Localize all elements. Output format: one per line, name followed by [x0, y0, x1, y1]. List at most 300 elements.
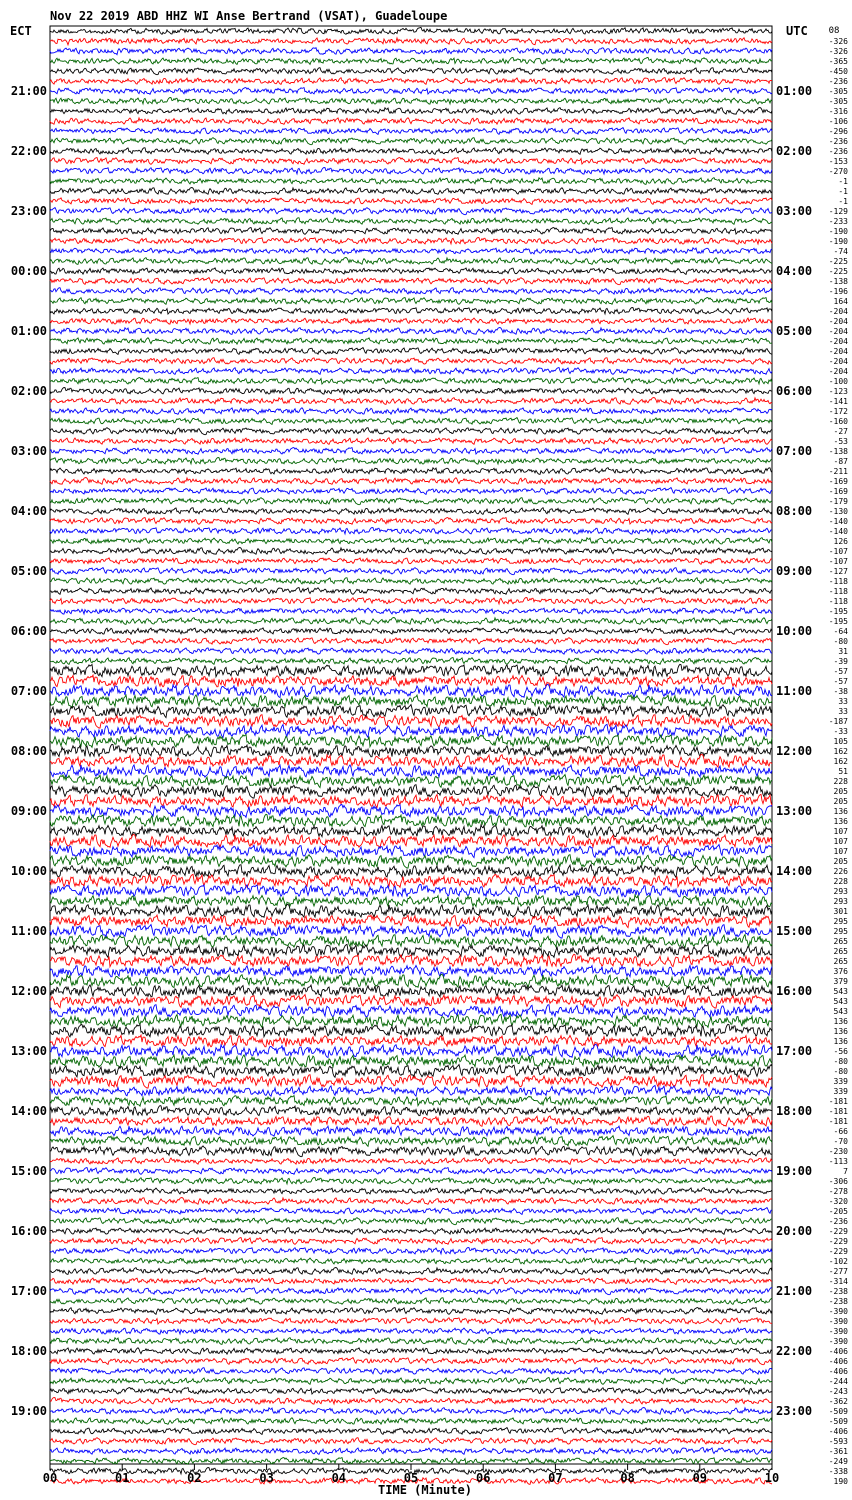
seismic-trace-129	[50, 1318, 772, 1325]
seismic-trace-21	[50, 238, 772, 245]
seismic-trace-123	[50, 1258, 772, 1264]
left-hour-label: 13:00	[10, 1044, 47, 1058]
trace-offset-label: 265	[833, 957, 848, 966]
trace-offset-label: -129	[828, 207, 848, 216]
seismic-trace-117	[50, 1198, 772, 1205]
seismic-trace-24	[50, 268, 772, 275]
trace-offset-label: -390	[828, 1337, 848, 1346]
left-hour-label: 05:00	[10, 564, 47, 578]
seismic-trace-43	[50, 458, 772, 465]
trace-offset-label: -187	[828, 717, 848, 726]
seismic-trace-94	[50, 966, 772, 977]
trace-offset-label: -141	[828, 397, 848, 406]
left-hour-label: 23:00	[10, 204, 47, 218]
seismic-trace-132	[50, 1348, 772, 1354]
seismic-trace-115	[50, 1178, 772, 1185]
trace-offset-label: -238	[828, 1297, 848, 1306]
seismic-trace-27	[50, 298, 772, 305]
seismic-trace-22	[50, 248, 772, 254]
seismic-trace-102	[50, 1044, 772, 1057]
seismic-trace-96	[50, 985, 772, 997]
trace-offset-label: -204	[828, 347, 848, 356]
left-timezone-label: ECT	[10, 24, 32, 38]
trace-offset-label: -123	[828, 387, 848, 396]
seismic-trace-79	[50, 814, 772, 827]
seismic-trace-91	[50, 935, 772, 948]
left-hour-label: 14:00	[10, 1104, 47, 1118]
trace-offset-label: -365	[828, 57, 848, 66]
left-hour-label: 01:00	[10, 324, 47, 338]
seismic-trace-82	[50, 845, 772, 858]
seismic-trace-40	[50, 428, 772, 435]
trace-offset-label: -100	[828, 377, 848, 386]
trace-offset-label: -238	[828, 1287, 848, 1296]
seismic-trace-47	[50, 498, 772, 505]
seismic-trace-121	[50, 1238, 772, 1245]
seismic-trace-41	[50, 438, 772, 445]
seismic-trace-17	[50, 198, 772, 205]
left-hour-label: 12:00	[10, 984, 47, 998]
seismic-trace-68	[50, 705, 772, 718]
trace-offset-label: -38	[833, 687, 848, 696]
seismic-trace-103	[50, 1055, 772, 1067]
trace-offset-label: 162	[833, 757, 848, 766]
trace-offset-label: -74	[833, 247, 848, 256]
trace-offset-label: -87	[833, 457, 848, 466]
trace-offset-label: -102	[828, 1257, 848, 1266]
left-hour-label: 11:00	[10, 924, 47, 938]
trace-offset-label: 265	[833, 947, 848, 956]
seismic-trace-50	[50, 528, 772, 535]
seismic-trace-134	[50, 1368, 772, 1375]
right-hour-label: 11:00	[776, 684, 813, 698]
trace-offset-label: 543	[833, 987, 848, 996]
seismic-trace-128	[50, 1308, 772, 1315]
seismic-trace-69	[50, 715, 772, 728]
trace-offset-label: 379	[833, 977, 848, 986]
trace-offset-label: -406	[828, 1367, 848, 1376]
trace-offset-label: -140	[828, 517, 848, 526]
seismic-trace-55	[50, 578, 772, 585]
seismic-trace-37	[50, 398, 772, 405]
seismic-trace-125	[50, 1278, 772, 1285]
trace-offset-label: 107	[833, 847, 848, 856]
left-hour-label: 10:00	[10, 864, 47, 878]
x-tick-label: 03	[259, 1471, 274, 1485]
seismic-trace-73	[50, 754, 772, 767]
seismic-trace-13	[50, 158, 772, 165]
right-hour-label: 03:00	[776, 204, 813, 218]
trace-offset-label: -138	[828, 447, 848, 456]
seismic-trace-61	[50, 638, 772, 645]
seismic-trace-100	[50, 1024, 772, 1037]
seismic-trace-139	[50, 1418, 772, 1425]
trace-offset-label: -211	[828, 467, 848, 476]
trace-offset-label: -106	[828, 117, 848, 126]
seismic-trace-31	[50, 338, 772, 344]
left-hour-label: 18:00	[10, 1344, 47, 1358]
trace-offset-label: -450	[828, 67, 848, 76]
seismic-trace-80	[50, 825, 772, 838]
trace-offset-label: -361	[828, 1447, 848, 1456]
right-hour-label: 07:00	[776, 444, 813, 458]
seismic-trace-15	[50, 178, 772, 185]
trace-offset-label: -113	[828, 1157, 848, 1166]
seismic-trace-53	[50, 558, 772, 565]
seismic-trace-35	[50, 378, 772, 384]
seismic-trace-14	[50, 168, 772, 175]
seismic-trace-39	[50, 418, 772, 425]
trace-offset-label: -127	[828, 567, 848, 576]
trace-offset-label: -66	[833, 1127, 848, 1136]
x-tick-label: 09	[692, 1471, 708, 1485]
seismic-trace-36	[50, 388, 772, 395]
trace-offset-label: 205	[833, 857, 848, 866]
trace-offset-label: -593	[828, 1437, 848, 1446]
trace-offset-label: 301	[833, 907, 848, 916]
trace-offset-label: -390	[828, 1317, 848, 1326]
right-hour-label: 23:00	[776, 1404, 813, 1418]
trace-offset-label: 107	[833, 837, 848, 846]
trace-offset-label: -229	[828, 1227, 848, 1236]
trace-offset-label: -305	[828, 97, 848, 106]
chart-title: Nov 22 2019 ABD HHZ WI Anse Bertrand (VSAT), Guadeloupe	[50, 9, 448, 23]
seismic-trace-4	[50, 68, 772, 75]
trace-offset-label: 7	[843, 1167, 848, 1176]
trace-offset-label: -230	[828, 1147, 848, 1156]
trace-offset-label: -270	[828, 167, 848, 176]
right-hour-label: 17:00	[776, 1044, 813, 1058]
seismic-trace-74	[50, 765, 772, 777]
seismic-trace-66	[50, 684, 772, 697]
seismic-trace-77	[50, 794, 772, 807]
trace-offset-label: 126	[833, 537, 848, 546]
seismic-trace-109	[50, 1116, 772, 1127]
right-hour-label: 06:00	[776, 384, 813, 398]
seismic-trace-44	[50, 468, 772, 475]
seismic-trace-84	[50, 865, 772, 878]
seismic-trace-51	[50, 538, 772, 545]
right-hour-label: 19:00	[776, 1164, 813, 1178]
x-tick-label: 02	[187, 1471, 202, 1485]
trace-offset-label: -204	[828, 317, 848, 326]
left-hour-label: 19:00	[10, 1404, 47, 1418]
left-hour-label: 21:00	[10, 84, 47, 98]
x-tick-label: 06	[475, 1471, 491, 1485]
trace-offset-label: -169	[828, 477, 848, 486]
seismic-trace-25	[50, 278, 772, 285]
seismic-trace-10	[50, 128, 772, 135]
trace-offset-label: 543	[833, 997, 848, 1006]
right-hour-label: 20:00	[776, 1224, 813, 1238]
right-hour-labels	[776, 84, 812, 1418]
left-hour-label: 06:00	[10, 624, 47, 638]
trace-offset-label: -118	[828, 597, 848, 606]
trace-offset-label: -118	[828, 577, 848, 586]
seismic-trace-107	[50, 1096, 772, 1106]
trace-offset-label: -229	[828, 1237, 848, 1246]
trace-offset-label: 295	[833, 917, 848, 926]
left-hour-label: 09:00	[10, 804, 47, 818]
seismic-trace-122	[50, 1248, 772, 1255]
trace-offset-label: -1	[838, 187, 848, 196]
trace-offset-label: -236	[828, 77, 848, 86]
trace-offset-label: -181	[828, 1117, 848, 1126]
seismic-trace-19	[50, 218, 772, 225]
trace-offset-label: -204	[828, 327, 848, 336]
seismic-trace-33	[50, 358, 772, 365]
seismic-trace-30	[50, 328, 772, 335]
scale-top-label: 08	[828, 26, 840, 36]
seismic-trace-2	[50, 48, 772, 55]
seismic-trace-97	[50, 995, 772, 1009]
x-tick-label: 04	[331, 1471, 347, 1485]
right-hour-label: 10:00	[776, 624, 813, 638]
seismic-trace-45	[50, 478, 772, 485]
seismic-trace-118	[50, 1208, 772, 1215]
trace-offset-label: 205	[833, 787, 848, 796]
trace-offset-label: 226	[833, 867, 848, 876]
trace-offset-label: 376	[833, 967, 848, 976]
trace-offset-label: -195	[828, 617, 848, 626]
trace-offset-label: -278	[828, 1187, 848, 1196]
seismic-trace-59	[50, 618, 772, 625]
left-hour-label: 15:00	[10, 1164, 47, 1178]
seismic-trace-46	[50, 488, 772, 495]
seismic-trace-7	[50, 98, 772, 105]
trace-offset-label: -314	[828, 1277, 848, 1286]
trace-offset-label: -236	[828, 1217, 848, 1226]
seismic-trace-56	[50, 588, 772, 595]
trace-offset-label: -80	[833, 637, 848, 646]
x-tick-label: 07	[548, 1471, 563, 1485]
trace-offset-label: 162	[833, 747, 848, 756]
left-hour-label: 02:00	[10, 384, 47, 398]
seismic-trace-87	[50, 895, 772, 908]
trace-offset-label: -233	[828, 217, 848, 226]
trace-offset-label: -406	[828, 1357, 848, 1366]
trace-offset-label: -107	[828, 547, 848, 556]
seismic-trace-85	[50, 874, 772, 887]
seismic-trace-86	[50, 884, 772, 897]
trace-offset-label: -53	[833, 437, 848, 446]
trace-offset-label: -204	[828, 367, 848, 376]
trace-offset-label: -1	[838, 177, 848, 186]
seismic-trace-42	[50, 448, 772, 455]
trace-offset-label: -229	[828, 1247, 848, 1256]
seismic-trace-142	[50, 1448, 772, 1455]
seismic-trace-83	[50, 855, 772, 868]
trace-offset-label: -138	[828, 277, 848, 286]
trace-offset-label: -249	[828, 1457, 848, 1466]
left-hour-label: 16:00	[10, 1224, 47, 1238]
trace-offset-label: 190	[833, 1477, 848, 1486]
seismic-trace-138	[50, 1408, 772, 1415]
x-tick-label: 00	[42, 1471, 58, 1485]
seismic-trace-5	[50, 78, 772, 85]
trace-offset-label: 293	[833, 897, 848, 906]
trace-offset-label: -338	[828, 1467, 848, 1476]
trace-offset-label: -204	[828, 337, 848, 346]
seismic-trace-116	[50, 1188, 772, 1195]
trace-offset-label: -277	[828, 1267, 848, 1276]
right-hour-label: 04:00	[776, 264, 813, 278]
seismic-trace-126	[50, 1288, 772, 1295]
seismic-trace-54	[50, 568, 772, 575]
seismic-trace-130	[50, 1328, 772, 1334]
seismic-trace-62	[50, 648, 772, 655]
seismic-trace-101	[50, 1035, 772, 1047]
trace-offset-label: 33	[838, 707, 848, 716]
right-hour-label: 12:00	[776, 744, 813, 758]
trace-offset-label: -153	[828, 157, 848, 166]
trace-offset-label: -204	[828, 307, 848, 316]
trace-offset-label: 31	[838, 647, 848, 656]
right-hour-label: 01:00	[776, 84, 813, 98]
trace-offset-label: -390	[828, 1327, 848, 1336]
right-hour-label: 18:00	[776, 1104, 813, 1118]
seismic-trace-108	[50, 1106, 772, 1116]
trace-offset-label: 339	[833, 1077, 848, 1086]
seismic-trace-38	[50, 408, 772, 415]
trace-offset-label: -509	[828, 1417, 848, 1426]
seismic-trace-18	[50, 208, 772, 215]
trace-offset-label: 33	[838, 697, 848, 706]
trace-offset-label: 543	[833, 1007, 848, 1016]
seismic-trace-136	[50, 1388, 772, 1394]
seismic-trace-106	[50, 1086, 772, 1097]
trace-offset-label: -205	[828, 1207, 848, 1216]
seismic-trace-112	[50, 1146, 772, 1157]
seismic-trace-140	[50, 1428, 772, 1435]
trace-offset-label: -118	[828, 587, 848, 596]
seismic-trace-111	[50, 1136, 772, 1147]
trace-offset-label: -316	[828, 107, 848, 116]
seismic-trace-32	[50, 348, 772, 355]
trace-offset-label: -204	[828, 357, 848, 366]
seismic-trace-93	[50, 954, 772, 966]
trace-offset-label: -326	[828, 47, 848, 56]
x-tick-label: 08	[620, 1471, 635, 1485]
seismic-trace-89	[50, 915, 772, 928]
right-hour-label: 05:00	[776, 324, 813, 338]
seismic-trace-104	[50, 1065, 772, 1078]
trace-offset-label: -172	[828, 407, 848, 416]
seismic-trace-28	[50, 308, 772, 315]
right-timezone-label: UTC	[786, 24, 808, 38]
trace-offset-label: -296	[828, 127, 848, 136]
left-hour-label: 04:00	[10, 504, 47, 518]
right-hour-label: 13:00	[776, 804, 813, 818]
seismic-trace-90	[50, 925, 772, 939]
seismic-trace-133	[50, 1358, 772, 1365]
trace-offset-label: -181	[828, 1107, 848, 1116]
trace-offset-label: -39	[833, 657, 848, 666]
right-hour-label: 16:00	[776, 984, 813, 998]
seismic-trace-20	[50, 228, 772, 235]
trace-offset-label: -27	[833, 427, 848, 436]
seismic-trace-95	[50, 974, 772, 987]
trace-offset-label: -306	[828, 1177, 848, 1186]
seismic-trace-113	[50, 1158, 772, 1165]
seismic-trace-99	[50, 1014, 772, 1027]
trace-offset-label: 228	[833, 877, 848, 886]
seismic-trace-26	[50, 288, 772, 295]
seismic-trace-64	[50, 664, 772, 676]
trace-offset-label: -406	[828, 1347, 848, 1356]
trace-offset-label: -236	[828, 147, 848, 156]
seismic-trace-8	[50, 108, 772, 115]
trace-offset-label: -320	[828, 1197, 848, 1206]
trace-offset-label: -169	[828, 487, 848, 496]
trace-offset-label: -196	[828, 287, 848, 296]
right-hour-label: 22:00	[776, 1344, 813, 1358]
seismic-trace-52	[50, 548, 772, 555]
left-hour-labels	[11, 84, 47, 1418]
seismic-trace-23	[50, 258, 772, 265]
trace-offset-label: -64	[833, 627, 848, 636]
seismic-trace-110	[50, 1126, 772, 1136]
seismic-trace-0	[50, 27, 772, 34]
right-hour-label: 08:00	[776, 504, 813, 518]
trace-offset-label: -179	[828, 497, 848, 506]
seismic-trace-9	[50, 118, 772, 125]
left-hour-label: 17:00	[10, 1284, 47, 1298]
seismic-trace-120	[50, 1228, 772, 1235]
seismic-trace-78	[50, 805, 772, 818]
seismic-trace-60	[50, 628, 772, 635]
seismic-trace-1	[50, 38, 772, 45]
seismic-trace-6	[50, 88, 772, 95]
x-tick-label: 10	[764, 1471, 780, 1485]
right-hour-label: 02:00	[776, 144, 813, 158]
trace-offset-label: -80	[833, 1057, 848, 1066]
trace-offset-labels	[829, 37, 848, 1486]
trace-offset-label: -305	[828, 87, 848, 96]
seismic-trace-34	[50, 368, 772, 375]
trace-offset-label: -244	[828, 1377, 848, 1386]
seismic-trace-58	[50, 608, 772, 614]
seismic-trace-137	[50, 1398, 772, 1405]
seismic-trace-48	[50, 508, 772, 515]
seismic-trace-124	[50, 1268, 772, 1275]
trace-offset-label: 51	[838, 767, 848, 776]
trace-offset-label: 107	[833, 827, 848, 836]
trace-offset-label: -225	[828, 267, 848, 276]
trace-offset-label: -509	[828, 1407, 848, 1416]
seismic-trace-49	[50, 518, 772, 525]
trace-offset-label: 164	[833, 297, 848, 306]
seismic-trace-141	[50, 1438, 772, 1445]
left-hour-label: 07:00	[10, 684, 47, 698]
trace-offset-label: -236	[828, 137, 848, 146]
seismic-trace-127	[50, 1298, 772, 1305]
right-hour-label: 21:00	[776, 1284, 813, 1298]
seismic-trace-29	[50, 318, 772, 324]
seismic-trace-131	[50, 1338, 772, 1345]
seismic-trace-71	[50, 735, 772, 748]
trace-offset-label: -190	[828, 237, 848, 246]
trace-offset-label: -326	[828, 37, 848, 46]
x-tick-label: 05	[403, 1471, 419, 1485]
left-hour-label: 03:00	[10, 444, 47, 458]
trace-group	[50, 27, 772, 1484]
trace-offset-label: -57	[833, 677, 848, 686]
trace-offset-label: -362	[828, 1397, 848, 1406]
trace-offset-label: 293	[833, 887, 848, 896]
trace-offset-label: -57	[833, 667, 848, 676]
seismic-trace-11	[50, 138, 772, 145]
